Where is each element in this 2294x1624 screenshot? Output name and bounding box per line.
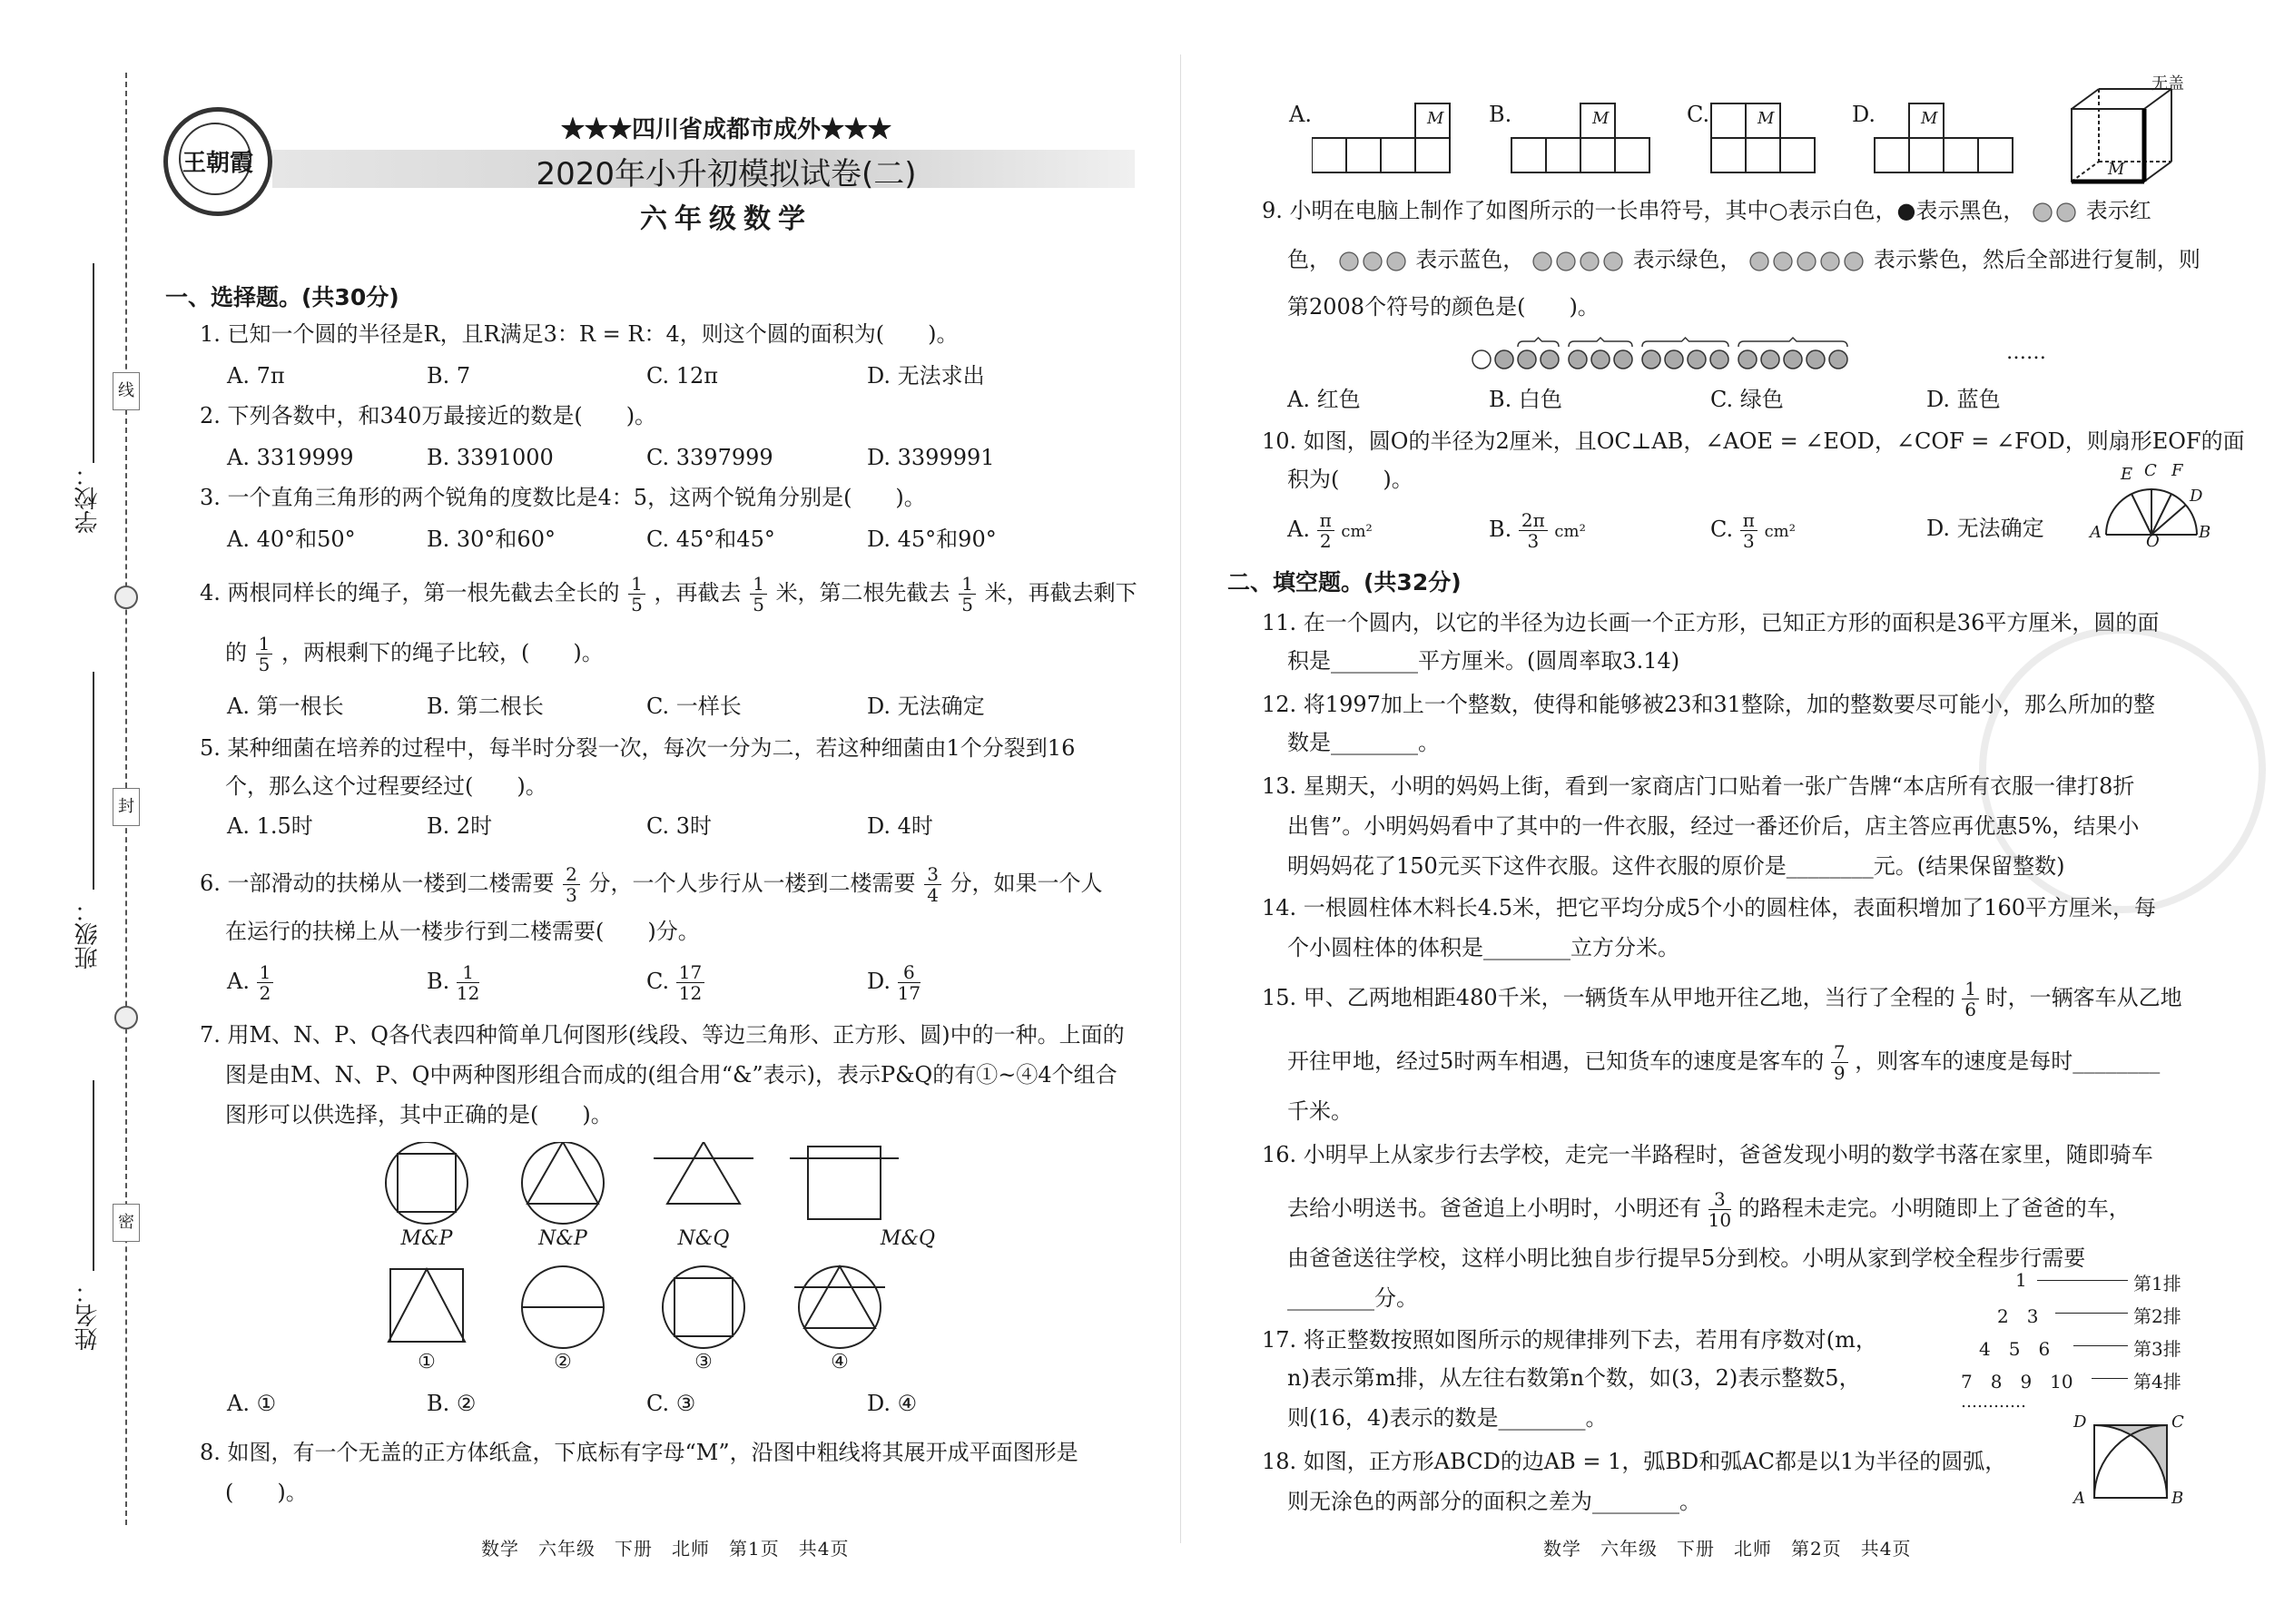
q9-part-c: 色， (1287, 247, 1331, 272)
q9-line3: 第2008个符号的颜色是( )。 (1287, 294, 1600, 320)
frac-num: 3 (924, 864, 941, 885)
q16-part-b: 去给小明送书。爸爸追上小明时，小明还有 (1287, 1196, 1701, 1221)
frac-den: 5 (753, 594, 764, 615)
q4-frac-2 (750, 574, 767, 615)
fig-circle (799, 1266, 881, 1348)
sequence-symbol (1541, 350, 1559, 369)
q9-ellipsis: …… (2006, 341, 2046, 364)
q15-line1 (1262, 979, 2182, 1019)
q13-line3: 明妈妈花了150元买下这件衣服。这件衣服的原价是________元。(结果保留整数) (1287, 853, 2065, 879)
name-field[interactable] (93, 1080, 94, 1271)
opt-letter: B. (1489, 517, 1512, 542)
q18-label-b: B (2171, 1489, 2184, 1508)
school-field[interactable] (93, 263, 94, 463)
footer-right: 数学 六年级 下册 北师 第2页 共4页 (1543, 1538, 1912, 1560)
q17-line2: n)表示第m排，从左往右数第n个数，如(3，2)表示整数5， (1287, 1365, 1861, 1391)
q4-frac-1 (628, 574, 645, 615)
page-divider (1180, 54, 1181, 1543)
circle-mark-2 (114, 1006, 138, 1029)
class-label: 班级： (74, 899, 102, 969)
q6-opt-a[interactable] (227, 962, 273, 1003)
frac-num: π (1740, 510, 1757, 531)
q10-label-o: O (2146, 532, 2160, 551)
q6-part-a: 6. 一部滑动的扶梯从一楼到二楼需要 (200, 871, 555, 896)
frac-num: 1 (1962, 979, 1979, 999)
blue-symbol (1338, 251, 1409, 271)
fig-square (674, 1278, 733, 1336)
fig-square (398, 1154, 456, 1212)
q17-label-2: 第2排 (2133, 1305, 2181, 1327)
exam-title: 2020年小升初模拟试卷(二) (536, 156, 917, 192)
frac-num: 2 (563, 864, 580, 885)
green-symbol (1531, 251, 1626, 271)
q4-part-c: 米，第二根先截去 (775, 580, 950, 605)
q11-line2: 积是________平方厘米。(圆周率取3.14) (1287, 648, 1680, 674)
school-label: 学校： (74, 463, 102, 534)
open-cube-figure (2070, 84, 2197, 185)
q6-line2: 在运行的扶梯上从一楼步行到二楼需要( )分。 (225, 919, 700, 944)
cube-m: M (2108, 160, 2125, 179)
frac-num: 2π (1519, 510, 1548, 531)
q9-part-d: 表示蓝色， (1415, 247, 1525, 272)
q7-line3: 图形可以供选择，其中正确的是( )。 (225, 1102, 613, 1127)
frac-den: 6 (1964, 999, 1976, 1020)
q6-opt-b[interactable] (427, 962, 479, 1003)
q1-opt-c[interactable]: C. 12π (646, 363, 719, 389)
q17-leader-1 (2037, 1280, 2128, 1281)
frac-num: 6 (898, 962, 921, 983)
q7-figures (381, 1142, 962, 1378)
q16-line2 (1287, 1189, 2131, 1230)
q6-part-b: 分，一个人步行从一楼到二楼需要 (588, 871, 916, 896)
q13-line1: 13. 星期天，小明的妈妈上街，看到一家商店门口贴着一张广告牌“本店所有衣服一律打8折 (1262, 773, 2135, 799)
watermark-seal (1979, 626, 2266, 913)
q18-line1: 18. 如图，正方形ABCD的边AB = 1，弧BD和弧AC都是以1为半径的圆弧， (1262, 1449, 2007, 1474)
q16-line4: ________分。 (1287, 1285, 1418, 1311)
q8-line2: ( )。 (225, 1480, 308, 1505)
q16-frac (1708, 1189, 1731, 1230)
q10-label-c: C (2144, 461, 2157, 480)
fig-square (390, 1269, 463, 1342)
frac-den: 12 (678, 982, 703, 1004)
frac-den: 10 (1708, 1209, 1732, 1231)
q5-opt-a[interactable]: A. 1.5时 (227, 813, 313, 839)
q8-opt-c-label[interactable]: C. (1687, 102, 1710, 127)
q10-label-e: E (2121, 465, 2133, 484)
opt-letter: A. (1287, 517, 1310, 542)
opt-frac (676, 962, 704, 1003)
q10-line1: 10. 如图，圆O的半径为2厘米，且OC⊥AB，∠AOE = ∠EOD，∠COF = ∠FOD，则扇形EOF的面 (1262, 428, 2245, 454)
q8-line1: 8. 如图，有一个无盖的正方体纸盒，下底标有字母“M”，沿图中粗线将其展开成平面图形是 (200, 1440, 1078, 1465)
q5-line2: 个，那么这个过程要经过( )。 (225, 773, 547, 799)
frac-den: 2 (1319, 530, 1332, 552)
q4-frac-4 (256, 634, 273, 674)
q5-opt-b[interactable]: B. 2时 (427, 813, 493, 839)
q3-opt-b[interactable]: B. 30°和60° (427, 527, 556, 552)
fig-triangle (667, 1142, 740, 1204)
frac-num: π (1317, 510, 1334, 531)
seal-label-1: 线 (113, 372, 140, 410)
q15-frac-2 (1831, 1042, 1848, 1083)
frac-num: 1 (256, 634, 273, 655)
opt-letter: C. (646, 969, 670, 994)
q17-row-4: 7 8 9 10 (1961, 1371, 2073, 1393)
q17-leader-2 (2055, 1313, 2128, 1314)
net-c-m: M (1757, 109, 1775, 128)
q6-line1 (200, 864, 1103, 905)
frac-num: 7 (1831, 1042, 1848, 1063)
q7-caption-3: N&Q (677, 1227, 730, 1250)
q11-line1: 11. 在一个圆内，以它的半径为边长画一个正方形，已知正方形的面积是36平方厘米，圆的面 (1262, 610, 2160, 635)
frac-num: 1 (750, 574, 767, 595)
frac-num: 1 (628, 574, 645, 595)
frac-den: 5 (631, 594, 643, 615)
q8-opt-d-label[interactable]: D. (1852, 102, 1876, 127)
sequence-symbol (1642, 350, 1660, 369)
red-symbol (2032, 202, 2079, 222)
q4-part-e: 的 (225, 640, 247, 665)
q2-text: 2. 下列各数中，和340万最接近的数是( )。 (200, 403, 657, 428)
class-field[interactable] (93, 672, 94, 890)
q8-opt-b-label[interactable]: B. (1489, 102, 1512, 127)
q12-line2: 数是________。 (1287, 730, 1440, 755)
brand-logo (163, 107, 272, 216)
q15-frac-1 (1962, 979, 1979, 1019)
q17-line3: 则(16，4)表示的数是________。 (1287, 1405, 1608, 1431)
q17-row-2: 2 3 (1997, 1305, 2039, 1327)
q10-opt-b[interactable] (1489, 510, 1586, 551)
q4-part-a: 4. 两根同样长的绳子，第一根先截去全长的 (200, 580, 620, 605)
q7-opt-d[interactable]: D. ④ (867, 1391, 918, 1416)
q15-part-a: 15. 甲、乙两地相距480千米，一辆货车从甲地开往乙地，当行了全程的 (1262, 985, 1955, 1010)
q9-line1 (1262, 196, 2151, 225)
opt-letter: C. (1710, 517, 1734, 542)
opt-frac (1519, 510, 1548, 551)
q17-label-3: 第3排 (2133, 1338, 2181, 1360)
sequence-symbol (1569, 350, 1587, 369)
q14-line2: 个小圆柱体的体积是________立方分米。 (1287, 935, 1679, 960)
opt-frac (1740, 510, 1757, 551)
sequence-symbol (1472, 350, 1491, 369)
q17-dots: ………… (1961, 1393, 2026, 1412)
q6-opt-d[interactable] (867, 962, 921, 1003)
q9-opt-b[interactable]: B. 白色 (1489, 387, 1562, 412)
q9-part-f: 表示紫色，然后全部进行复制，则 (1873, 247, 2200, 272)
q15-line3: 千米。 (1287, 1098, 1353, 1124)
frac-den: 4 (927, 884, 939, 906)
q4-line1 (200, 574, 1137, 615)
group-brace (1518, 338, 1559, 347)
q10-opt-c[interactable] (1710, 510, 1796, 551)
q7-num-4: ④ (831, 1351, 849, 1373)
q5-opt-d[interactable]: D. 4时 (867, 813, 933, 839)
frac-den: 3 (566, 884, 577, 906)
q18-line2: 则无涂色的两部分的面积之差为________。 (1287, 1489, 1701, 1514)
q4-frac-3 (959, 574, 976, 615)
group-brace (1738, 338, 1847, 347)
seal-label-3: 密 (113, 1204, 140, 1242)
q10-label-a: A (2090, 523, 2102, 542)
q1-opt-d[interactable]: D. 无法求出 (867, 363, 985, 389)
q17-label-1: 第1排 (2133, 1273, 2181, 1294)
q18-square-figure (2092, 1423, 2169, 1500)
group-brace (1642, 338, 1728, 347)
frac-num: 1 (457, 962, 479, 983)
q7-num-1: ① (418, 1351, 436, 1373)
q16-line1: 16. 小明早上从家步行去学校，走完一半路程时，爸爸发现小明的数学书落在家里，随即骑车 (1262, 1142, 2153, 1167)
sequence-symbol (1614, 350, 1632, 369)
q4-part-d: 米，再截去剩下 (984, 580, 1137, 605)
net-b-m: M (1592, 109, 1610, 128)
frac-den: 3 (1742, 530, 1755, 552)
sequence-symbol (1665, 350, 1683, 369)
q9-opt-d[interactable]: D. 蓝色 (1926, 387, 2001, 412)
q15-part-c: 开往甲地，经过5时两车相遇，已知货车的速度是客车的 (1287, 1048, 1825, 1074)
q18-label-c: C (2171, 1412, 2184, 1432)
q9-symbol-sequence (1471, 336, 2015, 372)
q7-caption-4: M&Q (880, 1227, 936, 1250)
q14-line1: 14. 一根圆柱体木料长4.5米，把它平均分成5个小的圆柱体，表面积增加了160平方厘米，每 (1262, 895, 2157, 920)
q3-opt-c[interactable]: C. 45°和45° (646, 527, 775, 552)
sequence-symbol (1518, 350, 1536, 369)
q6-frac-1 (563, 864, 580, 905)
q1-text: 1. 已知一个圆的半径是R，且R满足3：R = R：4，则这个圆的面积为( )。 (200, 321, 959, 347)
frac-den: 2 (259, 982, 271, 1004)
q17-line1: 17. 将正整数按照如图所示的规律排列下去，若用有序数对(m， (1262, 1327, 1877, 1353)
group-brace (1569, 338, 1632, 347)
q4-opt-d[interactable]: D. 无法确定 (867, 694, 985, 719)
q4-part-f: ，两根剩下的绳子比较，( )。 (281, 640, 604, 665)
exam-subject: 六年级数学 (640, 203, 812, 235)
q9-part-a: 9. 小明在电脑上制作了如图所示的一长串符号，其中○表示白色，●表示黑色， (1262, 198, 2025, 223)
q7-num-2: ② (554, 1351, 572, 1373)
frac-num: 1 (959, 574, 976, 595)
opt-letter: D. (867, 969, 891, 994)
q1-opt-b[interactable]: B. 7 (427, 363, 471, 389)
q10-label-b: B (2199, 523, 2211, 542)
q7-caption-1: M&P (400, 1227, 453, 1250)
q9-opt-a[interactable]: A. 红色 (1287, 387, 1361, 412)
opt-frac (898, 962, 921, 1003)
q16-line3: 由爸爸送往学校，这样小明比独自步行提早5分到校。小明从家到学校全程步行需要 (1287, 1245, 2086, 1271)
frac-num: 3 (1708, 1189, 1731, 1210)
q17-row-1: 1 (2015, 1269, 2027, 1291)
header-line1: ★★★四川省成都市成外★★★ (560, 116, 891, 143)
q4-line2 (225, 634, 604, 674)
q10-line2: 积为( )。 (1287, 467, 1413, 492)
q1-opt-a[interactable]: A. 7π (227, 363, 285, 389)
sequence-symbol (1784, 350, 1802, 369)
frac-den: 9 (1833, 1062, 1846, 1084)
q17-row-3: 4 5 6 (1979, 1338, 2051, 1360)
frac-den: 5 (961, 594, 973, 615)
opt-unit: cm² (1764, 522, 1796, 541)
footer-left: 数学 六年级 下册 北师 第1页 共4页 (481, 1538, 850, 1560)
q12-line1: 12. 将1997加上一个整数，使得和能够被23和31整除，加的整数要尽可能小，那么所加的整 (1262, 692, 2155, 717)
q10-opt-a[interactable] (1287, 510, 1373, 551)
q15-part-d: ，则客车的速度是每时________ (1855, 1048, 2161, 1074)
circle-mark-1 (114, 586, 138, 609)
q9-part-e: 表示绿色， (1632, 247, 1742, 272)
fig-circle (522, 1142, 604, 1224)
sequence-symbol (1495, 350, 1513, 369)
q7-opt-c[interactable]: C. ③ (646, 1391, 696, 1416)
cube-label: 无盖 (2151, 74, 2184, 94)
brand-logo-text: 王朝霞 (182, 150, 253, 177)
q16-part-c: 的路程未走完。小明随即上了爸爸的车， (1738, 1196, 2131, 1221)
q7-line2: 图是由M、N、P、Q中两种图形组合而成的(组合用“&”表示)，表示P&Q的有①~④4个组合 (225, 1062, 1117, 1088)
q6-opt-c[interactable] (646, 962, 704, 1003)
q18-label-d: D (2073, 1412, 2087, 1432)
q15-part-b: 时，一辆客车从乙地 (1985, 985, 2182, 1010)
q8-opt-a-label[interactable]: A. (1289, 102, 1312, 127)
q4-opt-c[interactable]: C. 一样长 (646, 694, 742, 719)
sequence-symbol (1688, 350, 1706, 369)
q10-label-d: D (2190, 487, 2203, 506)
sequence-symbol (1738, 350, 1757, 369)
opt-frac (1317, 510, 1334, 551)
q3-opt-d[interactable]: D. 45°和90° (867, 527, 997, 552)
opt-unit: cm² (1341, 522, 1373, 541)
section1-title: 一、选择题。(共30分) (165, 284, 399, 310)
q2-opt-d[interactable]: D. 3399991 (867, 445, 995, 470)
net-a-m: M (1427, 109, 1444, 128)
opt-frac (457, 962, 479, 1003)
q7-num-3: ③ (694, 1351, 713, 1373)
q2-opt-b[interactable]: B. 3391000 (427, 445, 554, 470)
seal-label-2: 封 (113, 788, 140, 826)
section2-title: 二、填空题。(共32分) (1227, 569, 1462, 595)
q4-opt-a[interactable]: A. 第一根长 (227, 694, 344, 719)
q7-opt-b[interactable]: B. ② (427, 1391, 477, 1416)
q7-line1: 7. 用M、N、P、Q各代表四种简单几何图形(线段、等边三角形、正方形、圆)中的一种。上面的 (200, 1022, 1125, 1048)
frac-den: 12 (456, 982, 480, 1004)
sequence-symbol (1761, 350, 1779, 369)
q6-part-c: 分，如果一个人 (950, 871, 1103, 896)
q7-caption-2: N&P (538, 1227, 587, 1250)
name-label: 姓名： (74, 1280, 102, 1351)
q10-opt-d[interactable]: D. 无法确定 (1926, 516, 2044, 541)
purple-symbol (1748, 251, 1866, 271)
q5-opt-c[interactable]: C. 3时 (646, 813, 713, 839)
q18-label-a: A (2073, 1489, 2085, 1508)
sequence-symbol (1710, 350, 1728, 369)
sequence-symbol (1591, 350, 1610, 369)
q9-line2 (1287, 245, 2200, 274)
opt-letter: B. (427, 969, 450, 994)
q6-frac-2 (924, 864, 941, 905)
opt-frac (257, 962, 274, 1003)
q9-opt-c[interactable]: C. 绿色 (1710, 387, 1784, 412)
q15-line2 (1287, 1042, 2160, 1083)
q5-line1: 5. 某种细菌在培养的过程中，每半时分裂一次，每次一分为二，若这种细菌由1个分裂到16 (200, 735, 1076, 761)
q2-opt-a[interactable]: A. 3319999 (227, 445, 354, 470)
frac-num: 1 (257, 962, 274, 983)
opt-unit: cm² (1554, 522, 1586, 541)
q4-opt-b[interactable]: B. 第二根长 (427, 694, 544, 719)
q4-part-b: ，再截去 (654, 580, 742, 605)
q17-leader-4 (2092, 1378, 2128, 1379)
frac-den: 5 (258, 654, 271, 675)
q3-text: 3. 一个直角三角形的两个锐角的度数比是4：5，这两个锐角分别是( )。 (200, 485, 926, 510)
sequence-symbol (1829, 350, 1847, 369)
frac-num: 17 (676, 962, 704, 983)
fig-triangle (389, 1269, 465, 1342)
sequence-symbol (1807, 350, 1825, 369)
q9-part-b: 表示红 (2085, 198, 2151, 223)
q17-label-4: 第4排 (2133, 1371, 2181, 1393)
q7-opt-a[interactable]: A. ① (227, 1391, 277, 1416)
q13-line2: 出售”。小明妈妈看中了其中的一件衣服，经过一番还价后，店主答应再优惠5%，结果小 (1287, 813, 2140, 839)
q3-opt-a[interactable]: A. 40°和50° (227, 527, 356, 552)
frac-den: 17 (897, 982, 921, 1004)
opt-letter: A. (227, 969, 250, 994)
q10-label-f: F (2171, 461, 2183, 480)
q17-leader-3 (2073, 1345, 2128, 1346)
frac-den: 3 (1527, 530, 1540, 552)
q2-opt-c[interactable]: C. 3397999 (646, 445, 773, 470)
net-d-m: M (1921, 109, 1938, 128)
